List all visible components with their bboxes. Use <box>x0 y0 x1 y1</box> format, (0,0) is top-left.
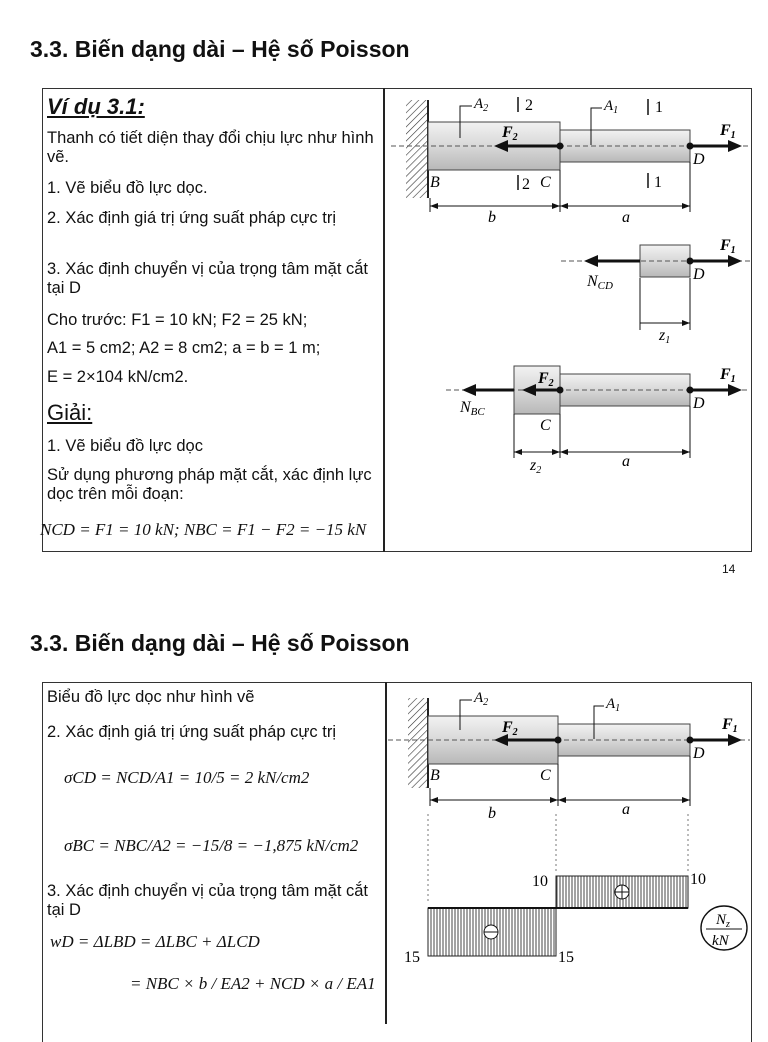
svg-text:F1: F1 <box>722 716 738 735</box>
svg-text:F2: F2 <box>538 370 554 389</box>
svg-text:D: D <box>693 151 705 168</box>
svg-text:F1: F1 <box>720 122 736 141</box>
svg-text:a: a <box>622 209 630 226</box>
axial-force-equation: NCD = F1 = 10 kN; NBC = F1 − F2 = −15 kN <box>40 520 367 539</box>
sigma-bc-text: σBC = NBC/A2 = −15/8 = −1,875 kN/cm2 <box>64 836 359 855</box>
svg-text:D: D <box>693 745 705 762</box>
svg-text:A2: $A_2$ <box>474 96 489 114</box>
slide2-force-diagram <box>388 684 750 1024</box>
intro-text: Thanh có tiết diện thay đổi chịu lực như hình vẽ. <box>47 129 374 166</box>
svg-text:Nz: $N_z$ <box>716 912 730 930</box>
diagram-caption: Biểu đồ lực dọc như hình vẽ <box>47 688 255 706</box>
svg-text:A1: $A_1$ <box>606 696 621 714</box>
svg-text:C: C <box>540 174 551 191</box>
svg-text:1: 1 <box>654 174 662 191</box>
svg-text:a: a <box>622 453 630 470</box>
svg-text:b: b <box>488 209 496 226</box>
svg-text:F2: F2 <box>502 124 518 143</box>
nz-positive-left: 10 <box>532 873 548 890</box>
svg-text:kN: kN <box>712 933 729 949</box>
nz-negative-right: 15 <box>558 949 574 966</box>
svg-text:A1: $A_1$ <box>604 98 619 116</box>
solution-title: Giải: <box>47 400 93 425</box>
task-3: 3. Xác định chuyển vị của trọng tâm mặt cắt tại D <box>47 260 369 297</box>
step-2-text: 2. Xác định giá trị ứng suất pháp cực trị <box>47 723 336 741</box>
svg-text:2: 2 <box>525 97 533 114</box>
given-line-3: E = 2×104 kN/cm2. <box>47 368 189 386</box>
example-title: Ví dụ 3.1: <box>47 94 145 119</box>
slide1-bar-figure <box>386 90 750 550</box>
svg-text:B: B <box>430 174 440 191</box>
svg-text:z1: z1 <box>659 327 671 346</box>
slide2-title: 3.3. Biến dạng dài – Hệ số Poisson <box>30 630 410 656</box>
svg-text:NBC: NBC <box>460 399 485 418</box>
sigma-cd-equation <box>64 768 309 787</box>
nz-positive-right: 10 <box>690 871 706 888</box>
wd-equation-line-2: = NBC × b / EA2 + NCD × a / EA1 <box>130 974 376 993</box>
svg-text:F1: F1 <box>720 366 736 385</box>
sigma-cd-text: σCD = NCD/A1 = 10/5 = 2 kN/cm2 <box>64 768 310 787</box>
step-3-text: 3. Xác định chuyển vị của trọng tâm mặt cắt tại D <box>47 882 369 919</box>
svg-text:F2: F2 <box>502 719 518 738</box>
svg-text:b: b <box>488 805 496 822</box>
sigma-bc-equation <box>64 836 358 855</box>
solution-method: Sử dụng phương pháp mặt cắt, xác định lực dọc trên mỗi đoạn: <box>47 466 372 503</box>
slide2-divider <box>385 682 387 1024</box>
slide1-divider <box>383 88 385 552</box>
task-1: 1. Vẽ biểu đồ lực dọc. <box>47 179 208 197</box>
wd-equation-line-1: wD = ΔLBD = ΔLBC + ΔLCD <box>50 932 260 951</box>
nz-negative-left: 15 <box>404 949 420 966</box>
svg-text:D: D <box>693 266 705 283</box>
page-number: 14 <box>722 562 736 576</box>
svg-text:z2: z2 <box>530 457 542 476</box>
svg-text:NCD: NCD <box>587 273 613 292</box>
svg-text:D: D <box>693 395 705 412</box>
svg-text:C: C <box>540 767 551 784</box>
solution-step-1: 1. Vẽ biểu đồ lực dọc <box>47 437 203 455</box>
svg-text:A2: $A_2$ <box>474 690 489 708</box>
given-line-2: A1 = 5 cm2; A2 = 8 cm2; a = b = 1 m; <box>47 339 321 357</box>
slide1-title: 3.3. Biến dạng dài – Hệ số Poisson <box>30 36 410 62</box>
svg-text:a: a <box>622 801 630 818</box>
svg-text:2: 2 <box>522 176 530 193</box>
svg-text:B: B <box>430 767 440 784</box>
svg-text:1: 1 <box>655 99 663 116</box>
svg-text:F1: F1 <box>720 237 736 256</box>
svg-text:C: C <box>540 417 551 434</box>
given-line-1: Cho trước: F1 = 10 kN; F2 = 25 kN; <box>47 311 308 329</box>
task-2: 2. Xác định giá trị ứng suất pháp cực trị <box>47 209 336 227</box>
